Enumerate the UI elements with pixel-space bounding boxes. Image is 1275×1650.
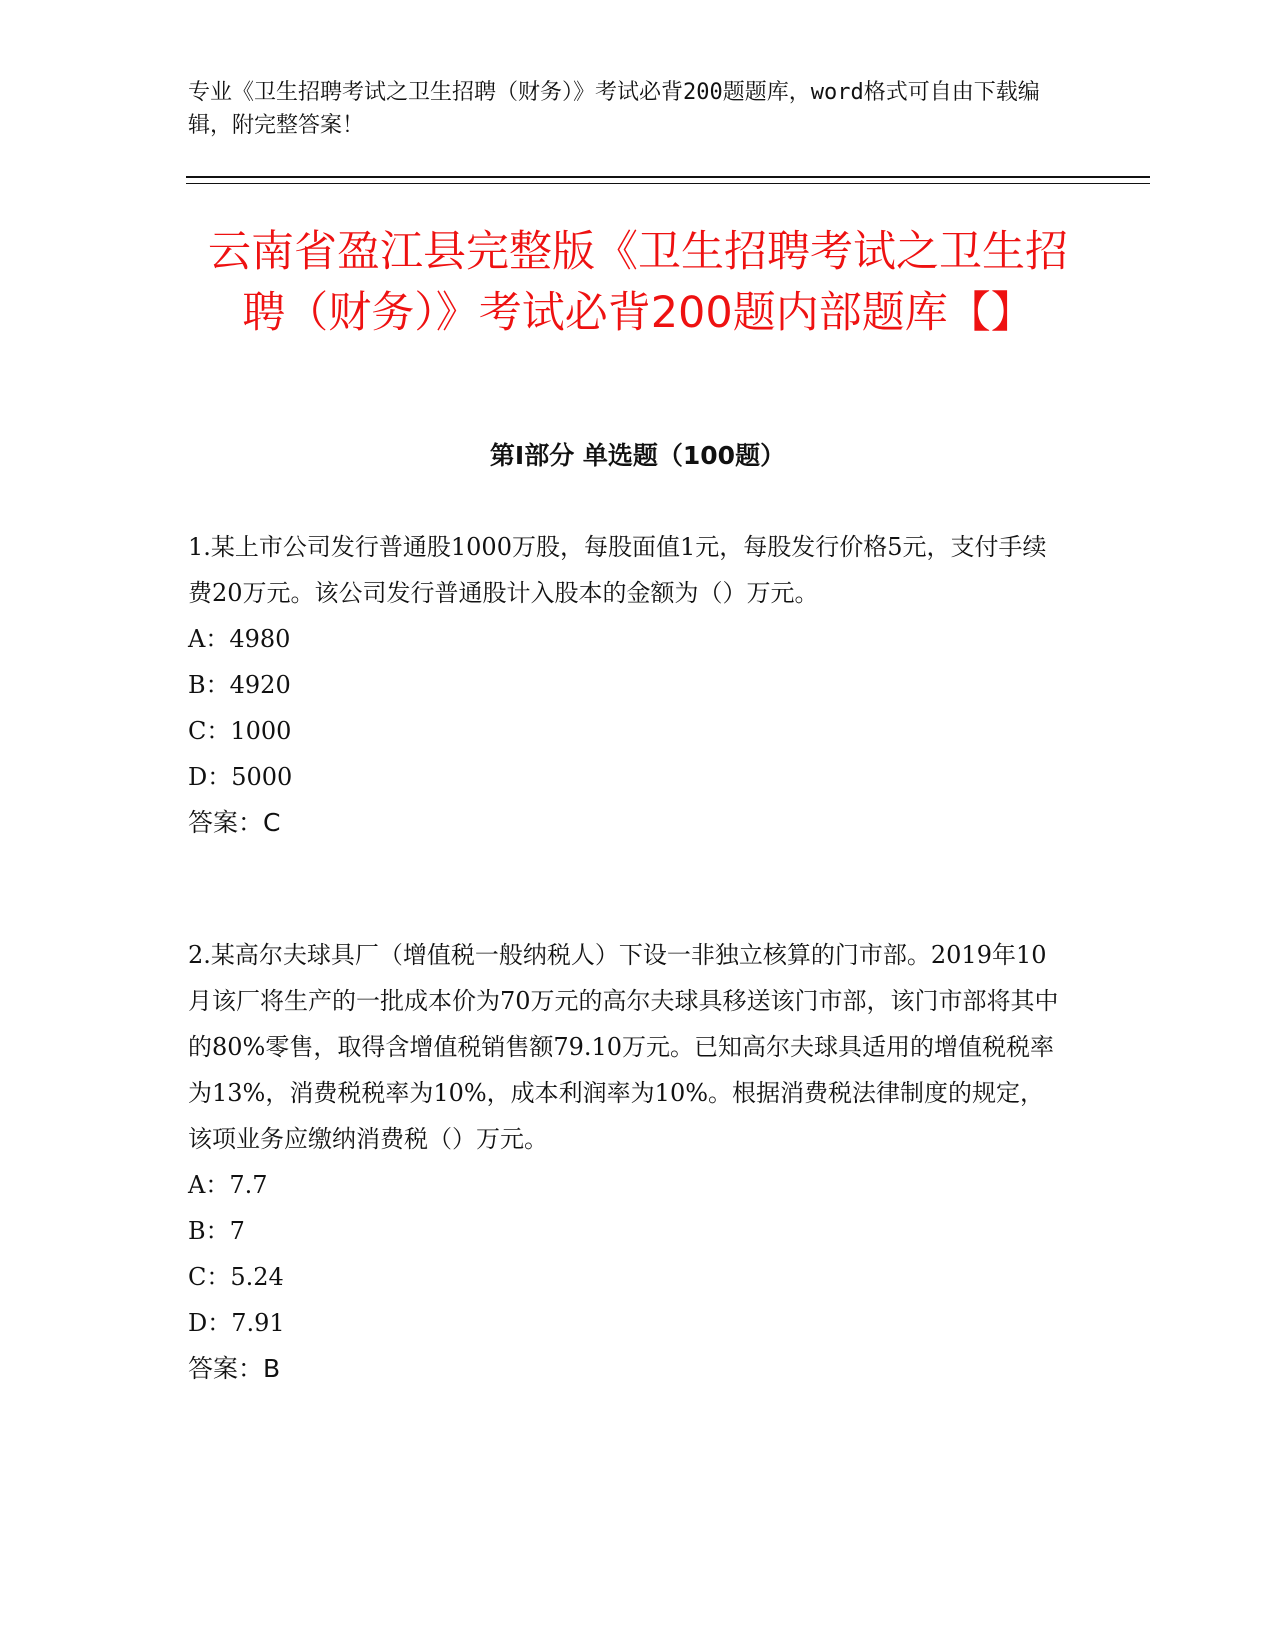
question-item — [188, 932, 1068, 1392]
option-a: A：4980 — [188, 625, 291, 653]
question-stem: 1.某上市公司发行普通股1000万股，每股面值1元，每股发行价格5元，支付手续费20万元。该公司发行普通股计入股本的金额为（）万元。 — [188, 533, 1047, 607]
option-c: C：1000 — [188, 717, 292, 745]
option-c: C：5.24 — [188, 1263, 284, 1291]
question-stem: 2.某高尔夫球具厂（增值税一般纳税人）下设一非独立核算的门市部。2019年10月该厂将生产的一批成本价为70万元的高尔夫球具移送该门市部，该门市部将其中的80%零售，取得含增值税销售额79.10万元。已知高尔夫球具适用的增值税税率为13%，消费税税率为10%，成本利润率为10%。根据消费税法律制度的规定，该项业务应缴纳消费税（）万元。 — [188, 941, 1059, 1153]
option-b: B：4920 — [188, 671, 291, 699]
option-b: B：7 — [188, 1217, 245, 1245]
header-rule-thin — [186, 183, 1150, 184]
question-item — [188, 524, 1068, 846]
answer-text: 答案：B — [188, 1354, 281, 1383]
option-d: D：7.91 — [188, 1309, 285, 1337]
header-note: 专业《卫生招聘考试之卫生招聘（财务）》考试必背200题题库，word格式可自由下载编辑，附完整答案！ — [188, 80, 1040, 138]
header-rule-thick — [186, 176, 1150, 178]
option-a: A：7.7 — [188, 1171, 268, 1199]
answer-text: 答案：C — [188, 808, 281, 837]
option-d: D：5000 — [188, 763, 293, 791]
section-heading: 第I部分 单选题（100题） — [489, 441, 786, 470]
document-title: 云南省盈江县完整版《卫生招聘考试之卫生招聘（财务）》考试必背200题内部题库【】 — [208, 227, 1068, 338]
